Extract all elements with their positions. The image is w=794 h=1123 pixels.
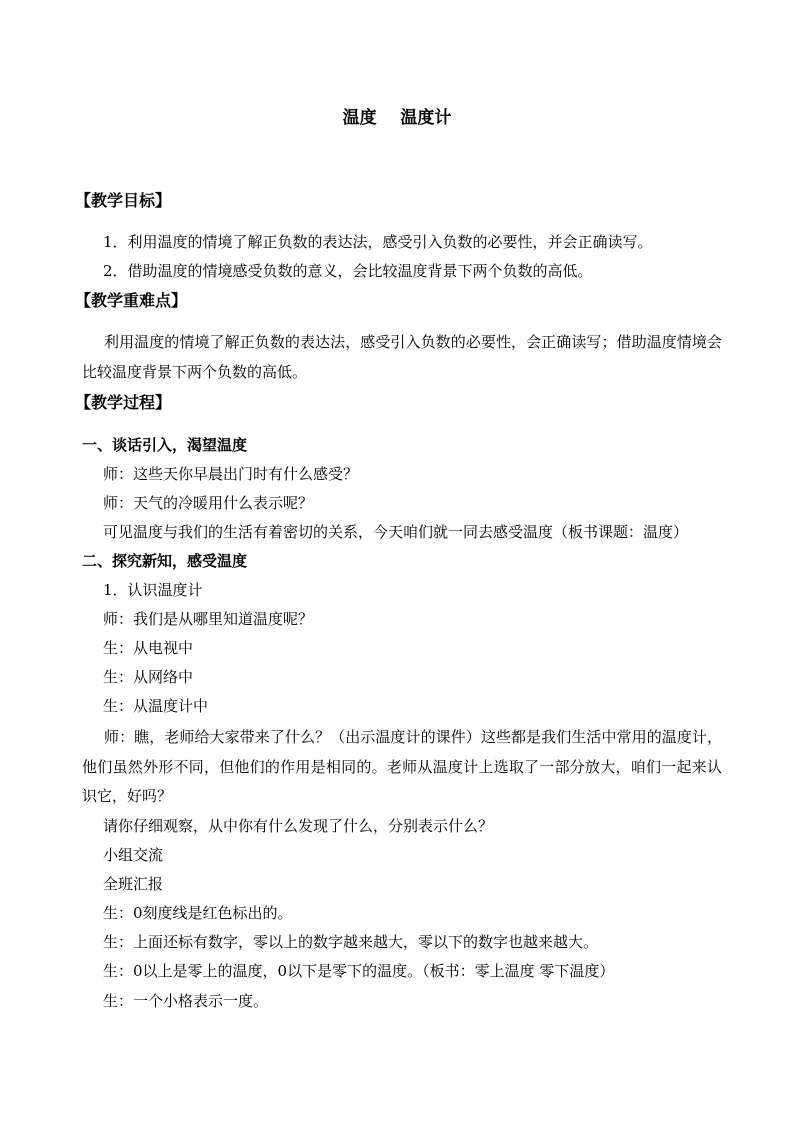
part2-line-5: 生：从温度计中 bbox=[103, 697, 209, 715]
part2-line-6: 请你仔细观察，从中你有什么发现了什么，分别表示什么？ bbox=[103, 817, 494, 835]
part1-line-3: 可见温度与我们的生活有着密切的关系，今天咱们就一同去感受温度（板书课题：温度） bbox=[103, 523, 689, 541]
part1-line-2: 师：天气的冷暖用什么表示呢？ bbox=[103, 494, 314, 512]
goals-heading: 【教学目标】 bbox=[75, 191, 172, 210]
key-points-text: 利用温度的情境了解正负数的表达法，感受引入负数的必要性，会正确读写；借助温度情境会比较温度背景下两个负数的高低。 bbox=[82, 333, 722, 381]
part2-line-11: 生：0以上是零上的温度，0以下是零下的温度。（板书：零上温度 零下温度） bbox=[103, 962, 615, 980]
part2-line-7: 小组交流 bbox=[103, 846, 164, 864]
part2-line-2: 师：我们是从哪里知道温度呢？ bbox=[103, 610, 314, 628]
part2-line-3: 生：从电视中 bbox=[103, 639, 194, 657]
part2-heading: 二、探究新知，感受温度 bbox=[82, 552, 248, 570]
part2-line-8: 全班汇报 bbox=[103, 875, 164, 893]
process-heading: 【教学过程】 bbox=[75, 393, 172, 412]
part2-line-12: 生：一个小格表示一度。 bbox=[103, 992, 269, 1010]
part2-paragraph: 师：瞧，老师给大家带来了什么？（出示温度计的课件）这些都是我们生活中常用的温度计，他们虽然外形不同，但他们的作用是相同的。老师从温度计上选取了一部分放大，咱们一起来认识它，好吗？ bbox=[82, 728, 722, 805]
part2-line-1: 1．认识温度计 bbox=[103, 581, 203, 599]
part1-line-1: 师：这些天你早晨出门时有什么感受？ bbox=[103, 465, 359, 483]
goal-item-1: 1．利用温度的情境了解正负数的表达法，感受引入负数的必要性，并会正确读写。 bbox=[103, 233, 653, 251]
page-title: 温度 温度计 bbox=[342, 108, 452, 128]
part2-line-9: 生：0刻度线是红色标出的。 bbox=[103, 904, 293, 922]
part2-line-10: 生：上面还标有数字，零以上的数字越来越大，零以下的数字也越来越大。 bbox=[103, 933, 599, 951]
goal-item-2: 2．借助温度的情境感受负数的意义，会比较温度背景下两个负数的高低。 bbox=[103, 262, 593, 280]
part1-heading: 一、谈话引入，渴望温度 bbox=[82, 436, 248, 454]
key-points-heading: 【教学重难点】 bbox=[75, 291, 188, 310]
part2-line-4: 生：从网络中 bbox=[103, 668, 194, 686]
